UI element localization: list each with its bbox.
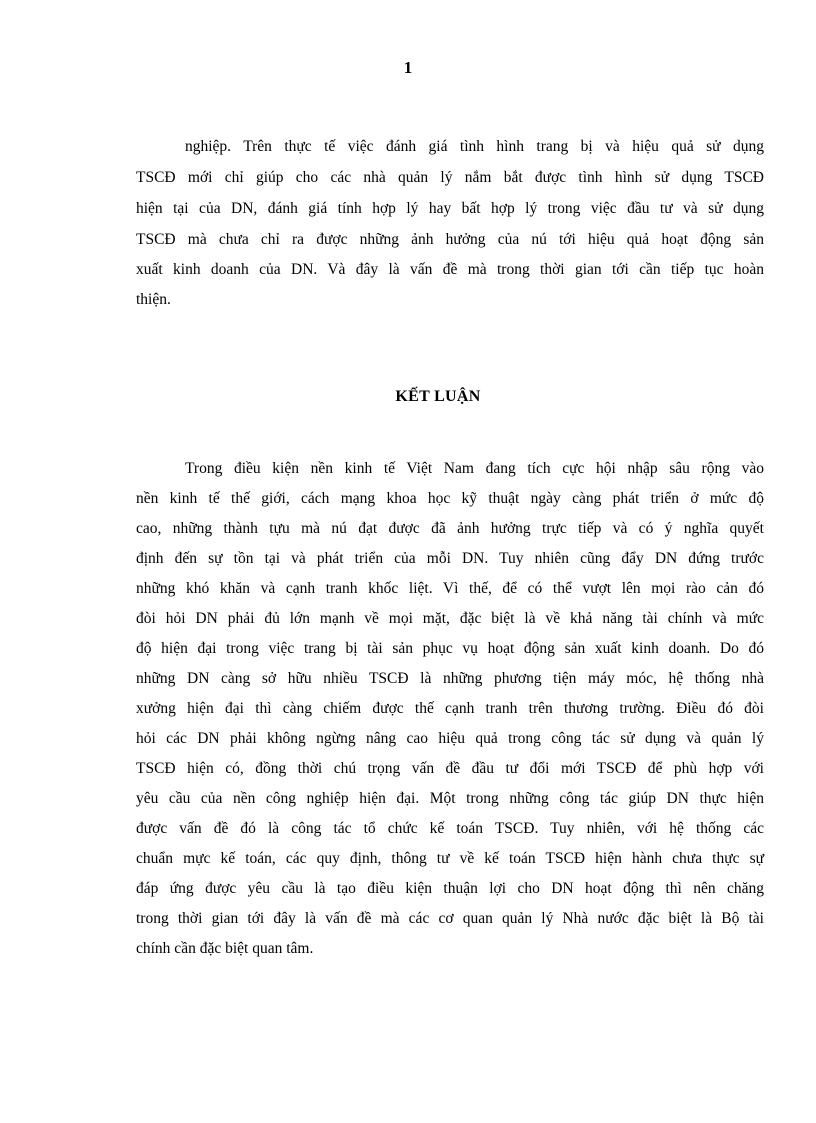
text-line: TSCĐ mà chưa chỉ ra được những ảnh hưởng của nú tới hiệu quả hoạt động sản [136,231,764,248]
text-line: những DN càng sở hữu nhiều TSCĐ là những phương tiện máy móc, hệ thống nhà [136,670,764,687]
text-line: những khó khăn và cạnh tranh khốc liệt. Vì thế, để có thể vượt lên mọi rào cản đó [136,580,764,597]
page-number: 1 [403,58,413,77]
text-line: đáp ứng được yêu cầu là tạo điều kiện thuận lợi cho DN hoạt động thì nên chăng [136,880,764,897]
text-line: xuất kinh doanh của DN. Và đây là vấn đề mà trong thời gian tới cần tiếp tục hoàn [136,261,764,278]
text-line: xưởng hiện đại thì càng chiếm được thế cạnh tranh trên thương trường. Điều đó đòi [136,700,764,717]
text-line: hiện tại của DN, đánh giá tính hợp lý hay bất hợp lý trong việc đầu tư và sử dụng [136,200,764,217]
text-line: nền kinh tế thế giới, cách mạng khoa học kỹ thuật ngày càng phát triển ở mức độ [136,490,764,507]
text-line: đòi hỏi DN phải đủ lớn mạnh về mọi mặt, đặc biệt là về khả năng tài chính và mức [136,610,764,627]
text-line: thiện. [136,291,171,308]
text-line: được vấn đề đó là công tác tổ chức kế toán TSCĐ. Tuy nhiên, với hệ thống các [136,820,764,837]
text-line: TSCĐ mới chỉ giúp cho các nhà quản lý nắm bắt được tình hình sử dụng TSCĐ [136,169,764,186]
text-line: nghiệp. Trên thực tế việc đánh giá tình hình trang bị và hiệu quả sử dụng [185,138,764,155]
text-line: TSCĐ hiện có, đồng thời chú trọng vấn đề đầu tư đổi mới TSCĐ để phù hợp với [136,760,764,777]
text-line: chính cần đặc biệt quan tâm. [136,940,314,957]
text-line: độ hiện đại trong việc trang bị tài sản phục vụ hoạt động sản xuất kinh doanh. Do đó [136,640,764,657]
text-line: trong thời gian tới đây là vấn đề mà các cơ quan quản lý Nhà nước đặc biệt là Bộ tài [136,910,764,927]
text-line: yêu cầu của nền công nghiệp hiện đại. Một trong những công tác giúp DN thực hiện [136,790,764,807]
text-line: định đến sự tồn tại và phát triển của mỗi DN. Tuy nhiên cũng đẩy DN đứng trước [136,550,764,567]
text-line: cao, những thành tựu mà nú đạt được đã ảnh hưởng trực tiếp và có ý nghĩa quyết [136,520,764,537]
text-line: Trong điều kiện nền kinh tế Việt Nam đang tích cực hội nhập sâu rộng vào [185,460,764,477]
conclusion-heading: KẾT LUẬN [395,388,481,405]
text-line: hỏi các DN phải không ngừng nâng cao hiệu quả trong công tác sử dụng và quản lý [136,730,764,747]
text-line: chuẩn mực kế toán, các quy định, thông tư về kế toán TSCĐ hiện hành chưa thực sự [136,850,764,867]
